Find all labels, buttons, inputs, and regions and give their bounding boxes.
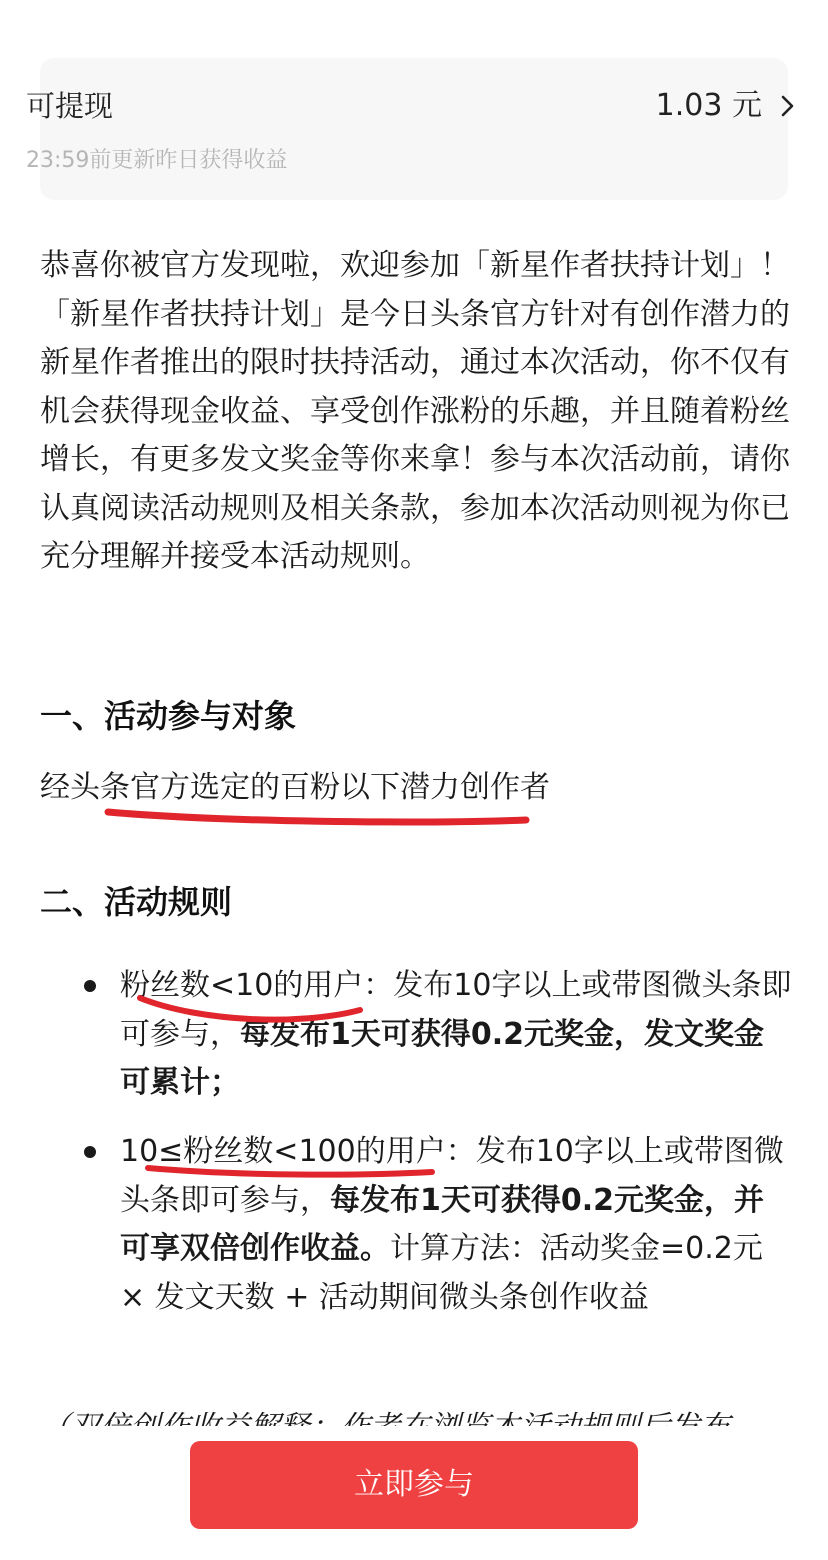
balance-title: 可提现 bbox=[26, 89, 114, 123]
chevron-right-icon[interactable] bbox=[774, 93, 800, 119]
join-now-button[interactable]: 立即参与 bbox=[190, 1441, 638, 1529]
rule-bold-text: 每发布1天可获得0.2元奖金，并可享双倍创作收益。 bbox=[120, 1182, 765, 1266]
rule-text: 粉丝数<10的用户：发布10字以上或带图微头条即可参与， bbox=[120, 968, 792, 1052]
section-heading-participants: 一、活动参与对象 bbox=[40, 697, 297, 735]
underline-annotation-participants bbox=[108, 812, 526, 822]
section-heading-rules: 二、活动规则 bbox=[40, 883, 233, 921]
rule-item-under-10 bbox=[120, 962, 792, 1108]
bullet-dot bbox=[84, 1146, 96, 1158]
bullet-dot bbox=[84, 980, 96, 992]
truncated-text-line bbox=[40, 1402, 800, 1426]
balance-update-note: 23:59前更新昨日获得收益 bbox=[26, 148, 288, 173]
balance-amount[interactable]: 1.03 元 bbox=[655, 88, 762, 123]
rule-item-10-to-100 bbox=[120, 1128, 792, 1322]
rule-text: 10≤粉丝数<100的用户：发布10字以上或带图微头条即可参与， bbox=[120, 1134, 784, 1218]
rule-bold-text: 每发布1天可获得0.2元奖金，发文奖金可累计； bbox=[120, 1016, 765, 1100]
intro-paragraph: 恭喜你被官方发现啦，欢迎参加「新星作者扶持计划」！「新星作者扶持计划」是今日头条官方针对有创作潜力的新星作者推出的限时扶持活动，通过本次活动，你不仅有机会获得现金收益、享受创作涨粉的乐趣，并且随着粉丝增长，有更多发文奖金等你来拿！参与本次活动前，请你认真阅读活动规则及相关条款，参加本次活动则视为你已充分理解并接受本活动规则。 bbox=[40, 248, 790, 574]
withdrawable-balance-card[interactable] bbox=[40, 58, 788, 200]
participants-text: 经头条官方选定的百粉以下潜力创作者 bbox=[40, 770, 550, 805]
rule-formula-text: 计算方法：活动奖金=0.2元 × 发文天数 + 活动期间微头条创作收益 bbox=[120, 1231, 763, 1315]
